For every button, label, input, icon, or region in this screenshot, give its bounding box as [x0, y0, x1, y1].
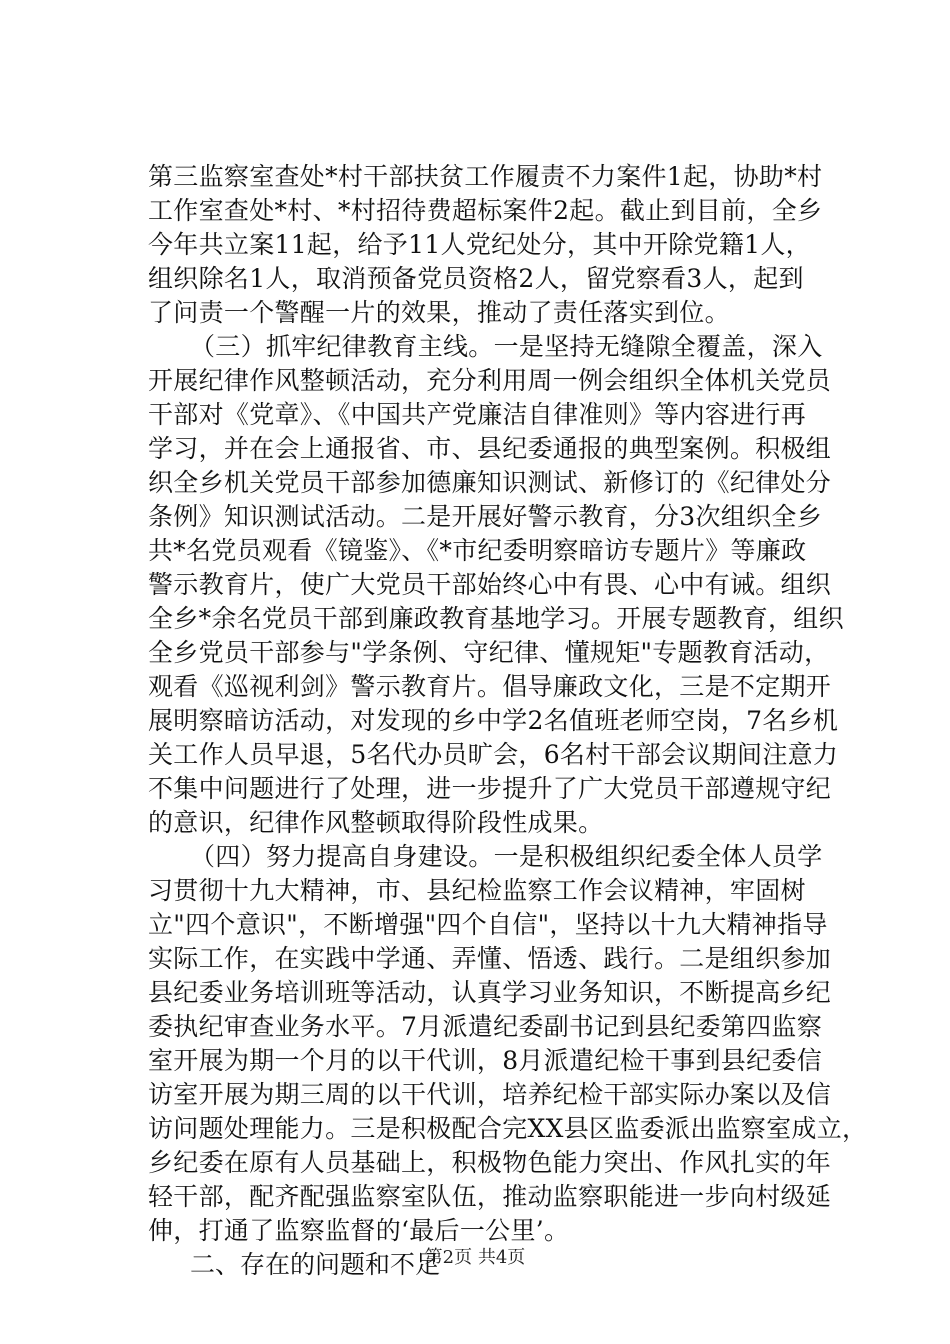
- text-line: 不集中问题进行了处理，进一步提升了广大党员干部遵规守纪: [148, 774, 832, 803]
- text-line: 室开展为期一个月的以干代训，8月派遣纪检干事到县纪委信: [148, 1046, 823, 1075]
- text-line: 乡纪委在原有人员基础上，积极物色能力突出、作风扎实的年: [148, 1148, 832, 1177]
- text-line: 县纪委业务培训班等活动，认真学习业务知识，不断提高乡纪: [148, 978, 832, 1007]
- text-line: 全乡党员干部参与"学条例、守纪律、懂规矩"专题教育活动，: [148, 638, 830, 667]
- section-heading: 二、存在的问题和不足: [190, 1250, 441, 1279]
- text-line: 展明察暗访活动，对发现的乡中学2名值班老师空岗，7名乡机: [148, 706, 839, 735]
- text-line: 干部对《党章》、《中国共产党廉洁自律准则》等内容进行再: [148, 400, 807, 429]
- text-line: （四）努力提高自身建设。一是积极组织纪委全体人员学: [190, 842, 823, 871]
- text-line: 工作室查处*村、*村招待费超标案件2起。截止到目前，全乡: [148, 196, 823, 225]
- paragraph-case-summary: [148, 160, 840, 330]
- text-line: 今年共立案11起，给予11人党纪处分，其中开除党籍1人，: [148, 230, 811, 259]
- paragraph-discipline-education: [148, 330, 844, 840]
- text-line: 全乡*余名党员干部到廉政教育基地学习。开展专题教育，组织: [148, 604, 844, 633]
- text-line: 组织除名1人，取消预备党员资格2人，留党察看3人，起到: [148, 264, 804, 293]
- text-line: 了问责一个警醒一片的效果，推动了责任落实到位。: [148, 298, 730, 327]
- text-line: 警示教育片，使广大党员干部始终心中有畏、心中有诫。组织: [148, 570, 832, 599]
- text-line: 委执纪审查业务水平。7月派遣纪委副书记到县纪委第四监察: [148, 1012, 823, 1041]
- text-line: 条例》知识测试活动。二是开展好警示教育，分3次组织全乡: [148, 502, 823, 531]
- text-line: 立"四个意识"，不断增强"四个自信"，坚持以十九大精神指导: [148, 910, 828, 939]
- text-line: 开展纪律作风整顿活动，充分利用周一例会组织全体机关党员: [148, 366, 832, 395]
- text-line: 访问题处理能力。三是积极配合完XX县区监委派出监察室成立，: [148, 1114, 868, 1143]
- text-line: 共*名党员观看《镜鉴》、《*市纪委明察暗访专题片》等廉政: [148, 536, 807, 565]
- text-line: 实际工作，在实践中学通、弄懂、悟透、践行。二是组织参加: [148, 944, 832, 973]
- text-line: 关工作人员早退，5名代办员旷会，6名村干部会议期间注意力: [148, 740, 839, 769]
- text-line: 第三监察室查处*村干部扶贫工作履责不力案件1起，协助*村: [148, 162, 823, 191]
- text-line: 观看《巡视利剑》警示教育片。倡导廉政文化，三是不定期开: [148, 672, 832, 701]
- text-line: 轻干部，配齐配强监察室队伍，推动监察职能进一步向村级延: [148, 1182, 832, 1211]
- page-number-footer: 第2页 共4页: [424, 1247, 526, 1268]
- text-line: 习贯彻十九大精神，市、县纪检监察工作会议精神，牢固树: [148, 876, 806, 905]
- document-body: [148, 160, 868, 1282]
- paragraph-self-building: [148, 840, 868, 1248]
- text-line: 访室开展为期三周的以干代训，培养纪检干部实际办案以及信: [148, 1080, 832, 1109]
- text-line: 伸，打通了监察监督的‘最后一公里’。: [148, 1216, 570, 1245]
- text-line: 的意识，纪律作风整顿取得阶段性成果。: [148, 808, 604, 837]
- text-line: 学习，并在会上通报省、市、县纪委通报的典型案例。积极组: [148, 434, 832, 463]
- text-line: （三）抓牢纪律教育主线。一是坚持无缝隙全覆盖，深入: [190, 332, 823, 361]
- text-line: 织全乡机关党员干部参加德廉知识测试、新修订的《纪律处分: [148, 468, 832, 497]
